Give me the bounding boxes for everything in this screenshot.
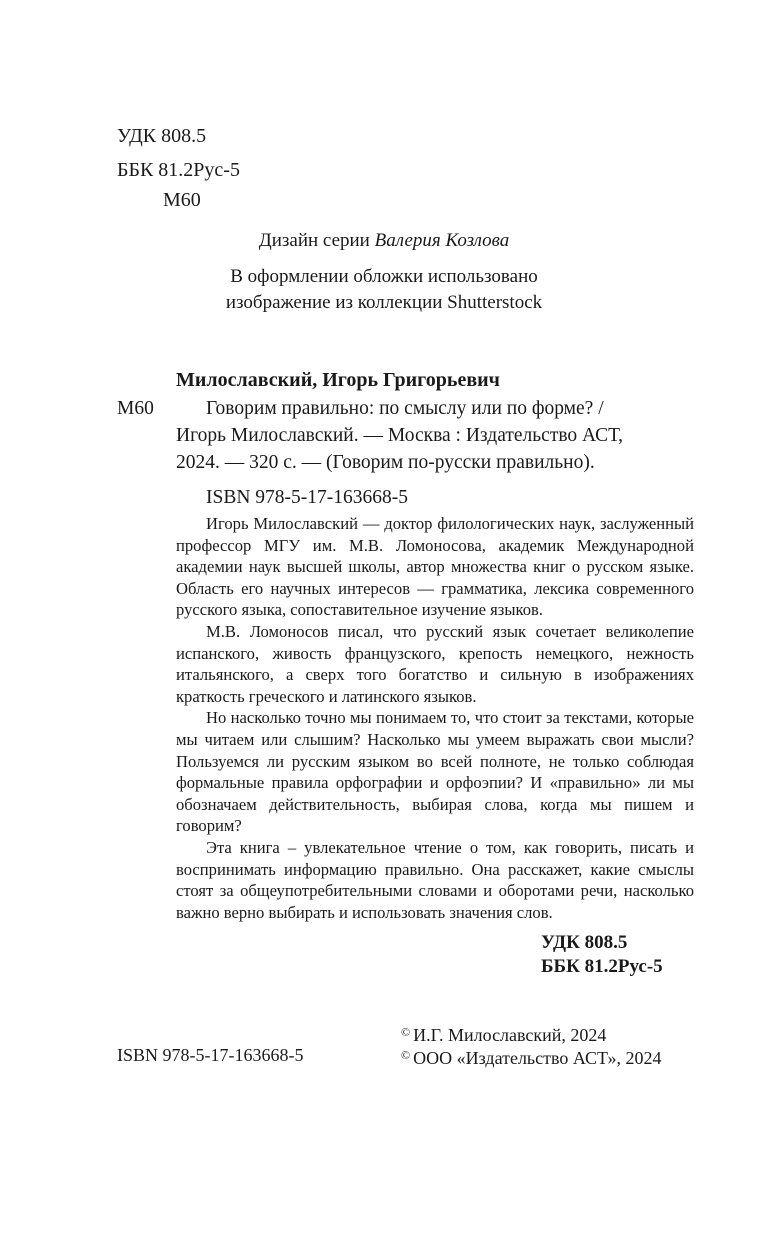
copyright-symbol: © — [401, 1025, 411, 1039]
bbk-header: ББК 81.2Рус-5 — [117, 159, 240, 181]
abstract-paragraph: Но насколько точно мы понимаем то, что стоит за текстами, которые мы читаем или слышим? Насколько мы умеем выражать свои мысли? Пользуемся ли русским языком во всей полноте, не только соблюдая формальные правила орфографии и орфоэпии? И «правильно» ли мы обозначаем действительность, выбирая слова, когда мы пишем и говорим? — [176, 708, 694, 836]
copyright-publisher-text: ООО «Издательство АСТ», 2024 — [413, 1048, 662, 1068]
bib-line-2: Игорь Милославский. — Москва : Издательство АСТ, — [176, 425, 623, 446]
udk-code: УДК 808.5 — [541, 932, 628, 953]
footer-isbn: ISBN 978-5-17-163668-5 — [117, 1045, 304, 1065]
bbk-code: ББК 81.2Рус-5 — [541, 956, 663, 977]
abstract — [176, 513, 694, 923]
copyright-author-text: И.Г. Милославский, 2024 — [413, 1025, 607, 1045]
abstract-paragraph: Эта книга – увлекательное чтение о том, как говорить, писать и воспринимать информацию правильно. Она расскажет, какие смыслы стоят за общеупотребительными словами и оборотами речи, насколько важно верно выбирать и использовать значения слов. — [176, 837, 694, 922]
bib-author: Милославский, Игорь Григорьевич — [176, 369, 500, 391]
cover-credit-line1: В оформлении обложки использовано — [230, 266, 538, 287]
abstract-paragraph: М.В. Ломоносов писал, что русский язык сочетает великолепие испанского, живость французского, крепость немецкого, нежность итальянского, а сверх того богатство и сильную в изображениях краткость греческого и латинского языков. — [176, 621, 694, 706]
udk-header: УДК 808.5 — [117, 125, 207, 147]
copyright-publisher — [401, 1043, 662, 1070]
design-credit-prefix: Дизайн серии — [258, 230, 370, 251]
design-credit — [0, 228, 768, 254]
bib-mark: М60 — [117, 398, 154, 419]
cover-credit-line2: изображение из коллекции Shutterstock — [225, 292, 543, 313]
design-credit-name: Валерия Козлова — [374, 230, 510, 251]
bib-line-3: 2024. — 320 с. — (Говорим по-русски правильно). — [176, 452, 595, 473]
bib-isbn: ISBN 978-5-17-163668-5 — [206, 487, 409, 508]
copyright-symbol: © — [401, 1048, 411, 1062]
author-mark-header: М60 — [163, 189, 201, 211]
abstract-paragraph: Игорь Милославский — доктор филологических наук, заслуженный профессор МГУ им. М.В. Ломоносова, академик Международной академии наук высшей школы, автор множества книг о русском языке. Область его научных интересов — грамматика, лексика современного русского языка, сопоставительное изучение языков. — [176, 514, 694, 620]
bib-line-1: Говорим правильно: по смыслу или по форме? / — [206, 398, 604, 419]
